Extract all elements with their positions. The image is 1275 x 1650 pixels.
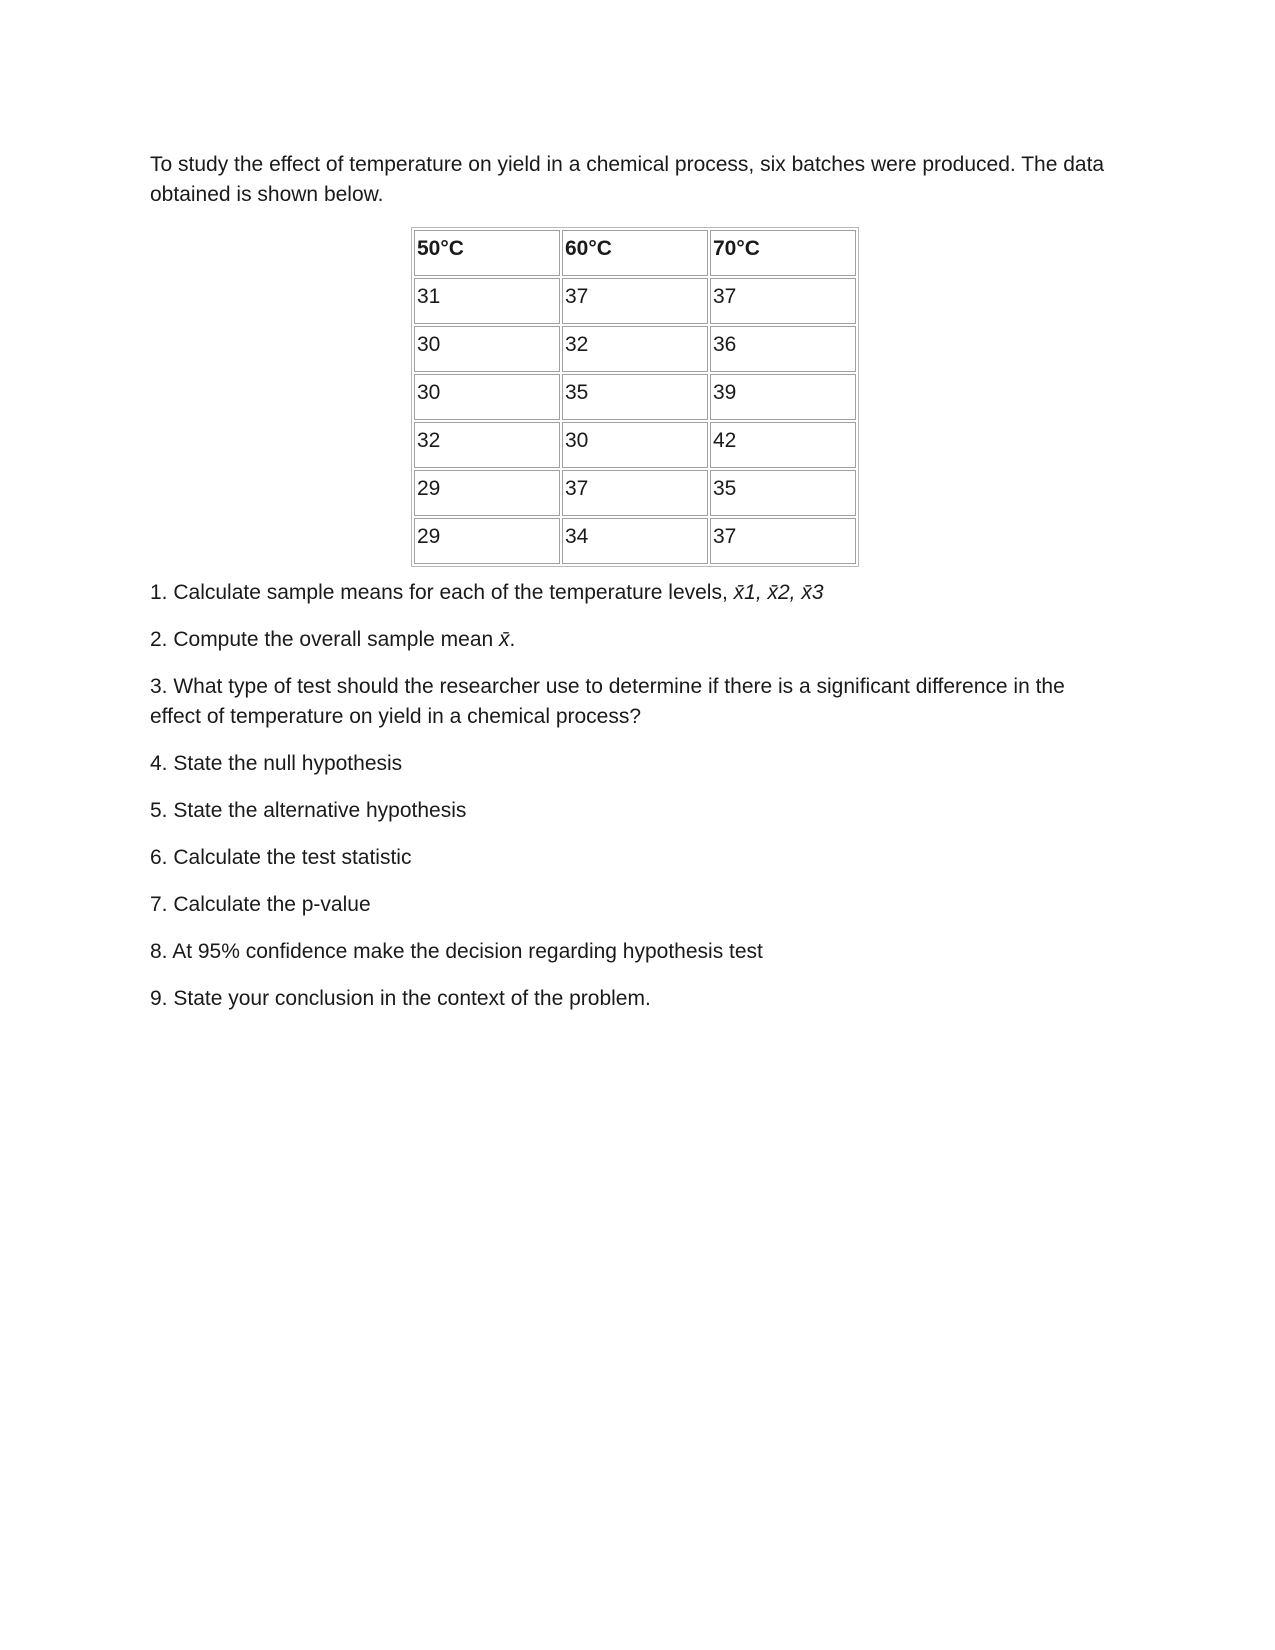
question-tail: .	[509, 628, 516, 651]
question-item	[150, 843, 1110, 873]
table-cell: 32	[562, 326, 708, 372]
question-item	[150, 796, 1110, 826]
table-cell: 37	[710, 278, 856, 324]
table-row	[414, 518, 856, 564]
header-70c: 70°C	[710, 230, 856, 276]
yield-data-table	[411, 227, 859, 567]
question-text: 3. What type of test should the researcher use to determine if there is a significant difference in the effect of temperature on yield in a chemical process?	[150, 675, 1065, 728]
question-list	[150, 578, 1110, 1031]
table-row	[414, 278, 856, 324]
table-cell: 35	[562, 374, 708, 420]
question-text: 6. Calculate the test statistic	[150, 846, 412, 869]
question-item	[150, 578, 1110, 608]
question-text: 4. State the null hypothesis	[150, 752, 403, 775]
header-50c: 50°C	[414, 230, 560, 276]
table-cell: 30	[562, 422, 708, 468]
question-item	[150, 890, 1110, 920]
table-cell: 36	[710, 326, 856, 372]
table-cell: 34	[562, 518, 708, 564]
question-math: x̄	[499, 628, 510, 651]
table-cell: 35	[710, 470, 856, 516]
table-cell: 37	[562, 470, 708, 516]
table-cell: 42	[710, 422, 856, 468]
table-cell: 29	[414, 470, 560, 516]
table-row	[414, 326, 856, 372]
question-text: 9. State your conclusion in the context of the problem.	[150, 987, 651, 1010]
table-cell: 39	[710, 374, 856, 420]
question-text: 2. Compute the overall sample mean	[150, 628, 500, 651]
table-row	[414, 470, 856, 516]
table-cell: 37	[562, 278, 708, 324]
table-row	[414, 422, 856, 468]
question-text: 5. State the alternative hypothesis	[150, 799, 467, 822]
header-60c: 60°C	[562, 230, 708, 276]
table-cell: 29	[414, 518, 560, 564]
intro-paragraph: To study the effect of temperature on yield in a chemical process, six batches were produced. The data obtained is shown below.	[150, 153, 1105, 206]
question-text: 7. Calculate the p-value	[150, 893, 371, 916]
question-item	[150, 984, 1110, 1014]
question-item	[150, 937, 1110, 967]
question-item	[150, 749, 1110, 779]
table-cell: 30	[414, 326, 560, 372]
table-row	[414, 374, 856, 420]
question-text: 1. Calculate sample means for each of the temperature levels,	[150, 581, 734, 604]
table-cell: 30	[414, 374, 560, 420]
table-header-row	[414, 230, 856, 276]
question-item	[150, 625, 1110, 655]
table-cell: 31	[414, 278, 560, 324]
question-math: x̄1, x̄2, x̄3	[733, 581, 824, 604]
table-cell: 37	[710, 518, 856, 564]
question-item	[150, 672, 1110, 732]
question-text: 8. At 95% confidence make the decision regarding hypothesis test	[150, 940, 763, 963]
table-cell: 32	[414, 422, 560, 468]
